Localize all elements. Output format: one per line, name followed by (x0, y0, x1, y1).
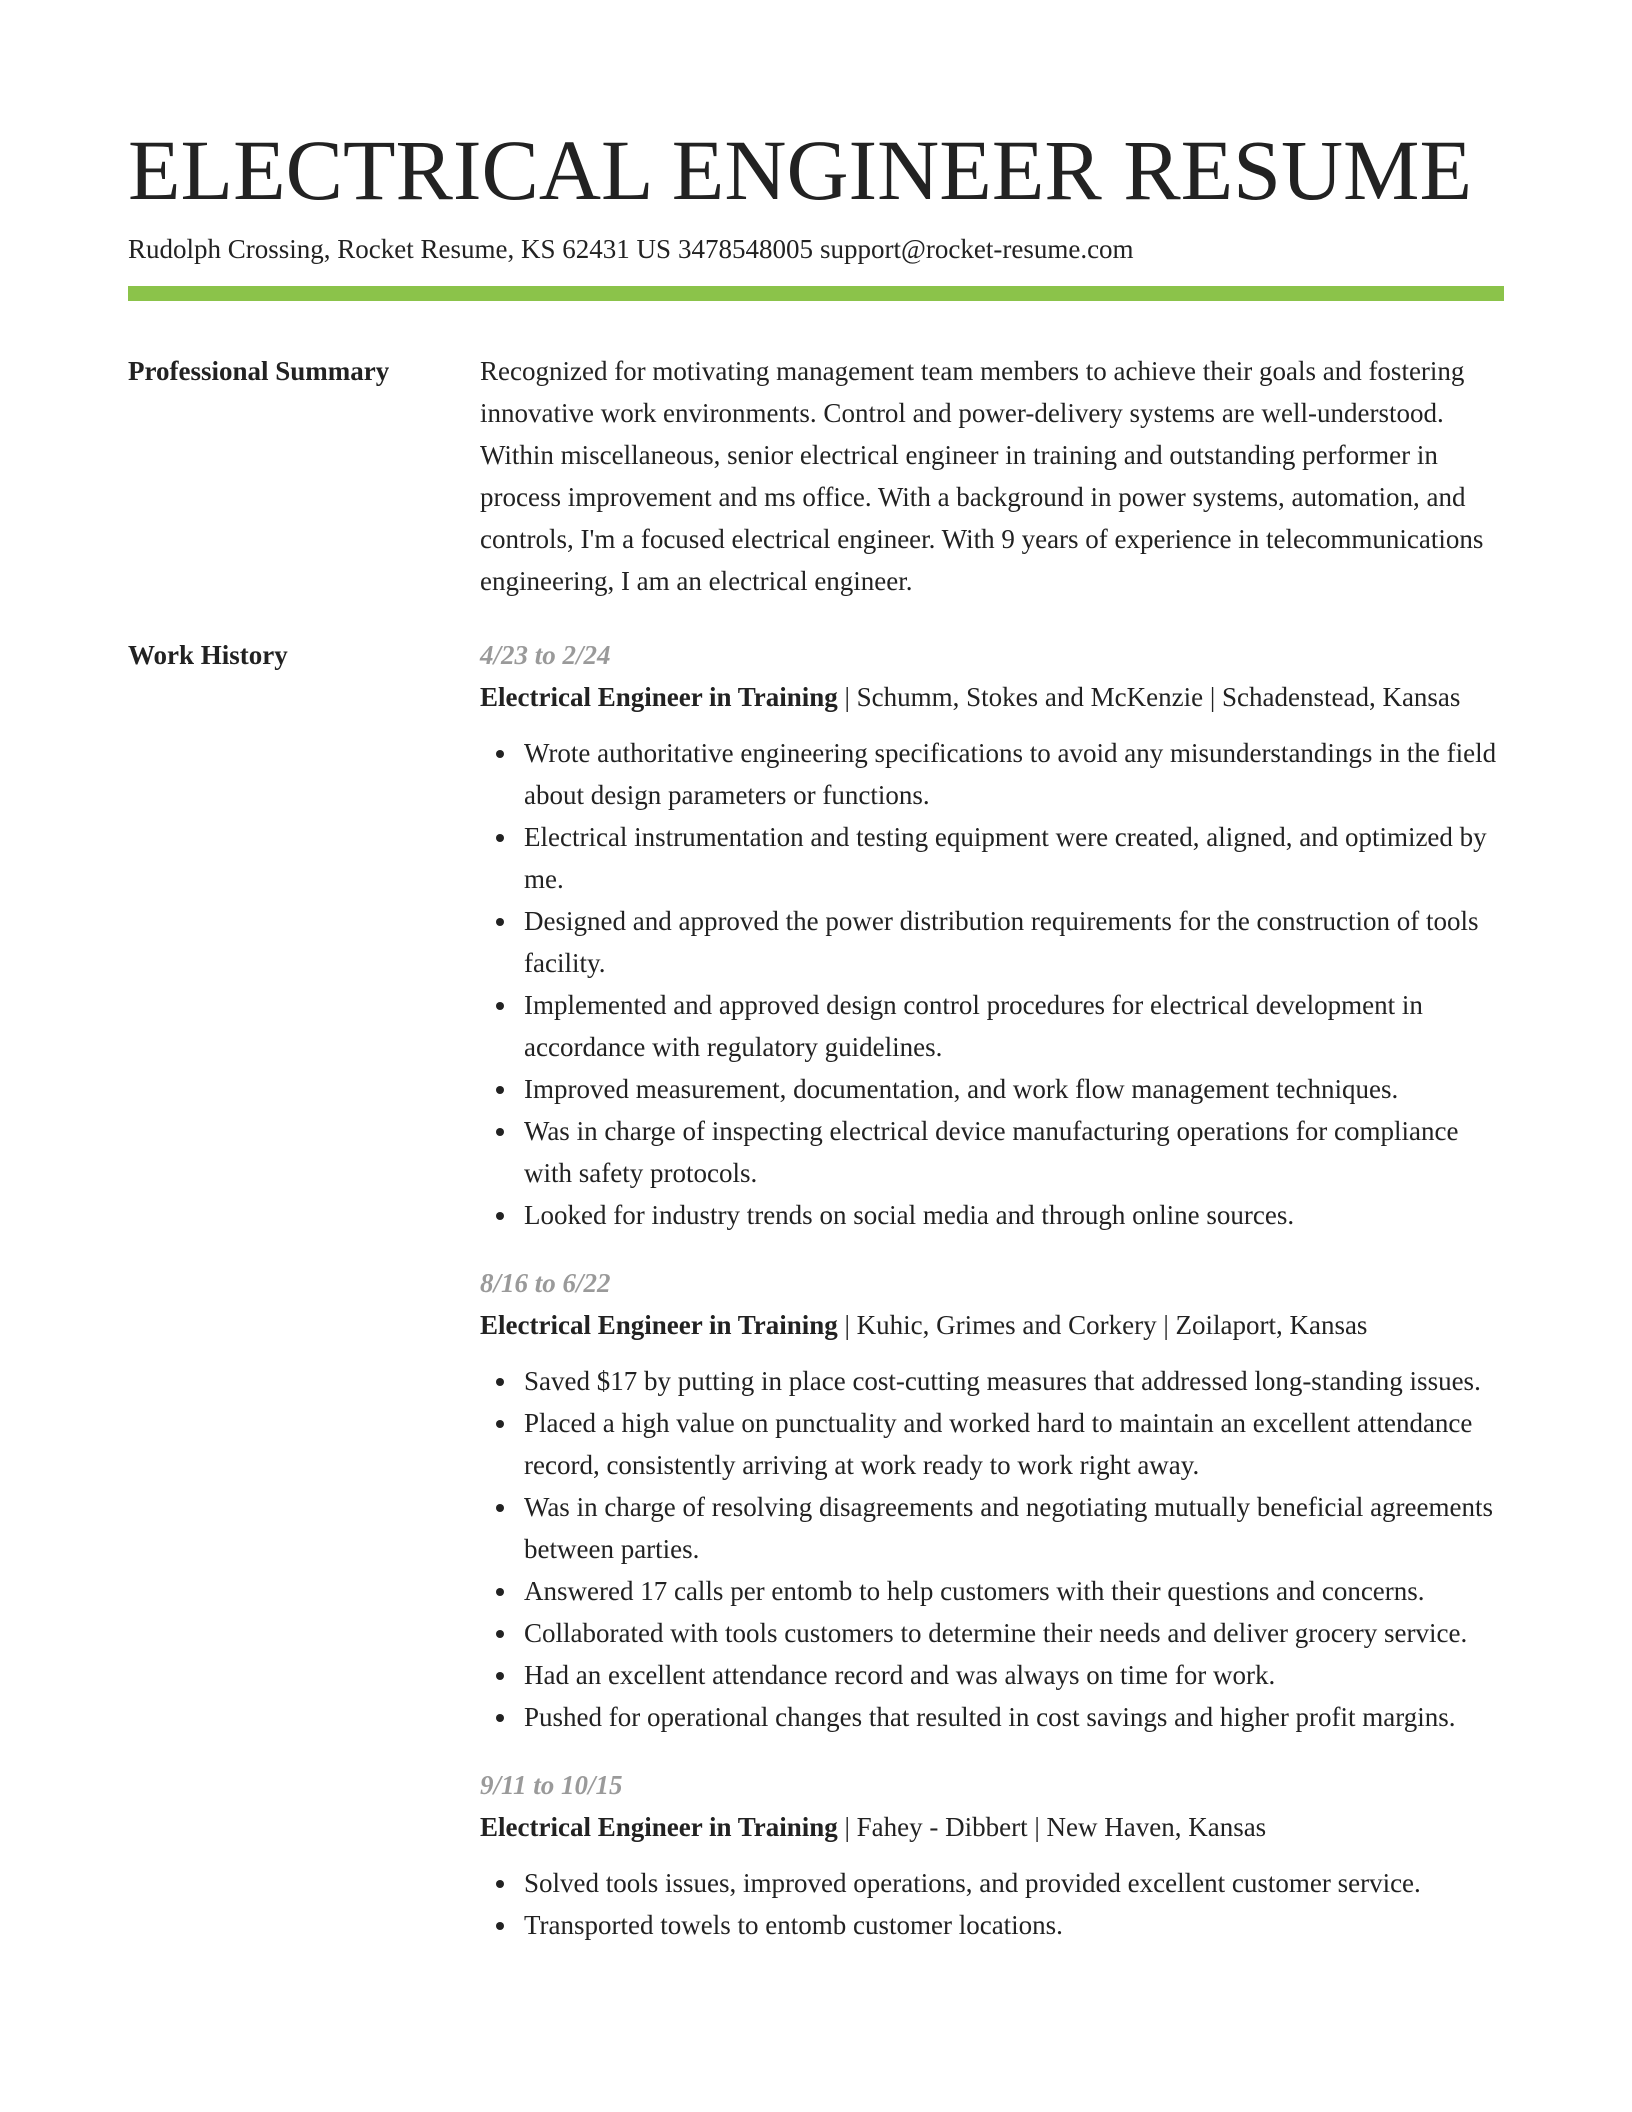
job-dates: 4/23 to 2/24 (480, 640, 611, 670)
contact-phone: 3478548005 (678, 234, 814, 264)
job-bullet: Designed and approved the power distribution requirements for the construction of tools facility. (524, 900, 1504, 984)
job-bullet: Was in charge of resolving disagreements and negotiating mutually beneficial agreements between parties. (524, 1486, 1504, 1570)
job-bullet-list (480, 732, 1504, 1236)
job-details: | Schumm, Stokes and McKenzie | Schadenstead, Kansas (837, 682, 1461, 712)
contact-line (128, 230, 1134, 268)
job-title-line (480, 676, 1504, 718)
job-bullet: Was in charge of inspecting electrical device manufacturing operations for compliance with safety protocols. (524, 1110, 1504, 1194)
job-bullet: Collaborated with tools customers to determine their needs and deliver grocery service. (524, 1612, 1504, 1654)
job-bullet: Solved tools issues, improved operations, and provided excellent customer service. (524, 1862, 1504, 1904)
job-title: Electrical Engineer in Training (480, 682, 838, 712)
job-entry (480, 1262, 1504, 1738)
contact-email: support@rocket-resume.com (820, 234, 1134, 264)
job-bullet: Implemented and approved design control procedures for electrical development in accordance with regulatory guidelines. (524, 984, 1504, 1068)
job-bullet: Had an excellent attendance record and was always on time for work. (524, 1654, 1504, 1696)
accent-divider (128, 286, 1504, 301)
job-entry (480, 634, 1504, 1236)
job-bullet-list (480, 1360, 1504, 1738)
job-bullet: Looked for industry trends on social media and through online sources. (524, 1194, 1504, 1236)
summary-body (480, 350, 1504, 602)
job-entry (480, 1764, 1504, 1946)
work-history-body (480, 634, 1504, 1972)
job-bullet: Saved $17 by putting in place cost-cutting measures that addressed long-standing issues. (524, 1360, 1504, 1402)
job-dates: 9/11 to 10/15 (480, 1770, 623, 1800)
job-bullet: Wrote authoritative engineering specifications to avoid any misunderstandings in the field about design parameters or functions. (524, 732, 1504, 816)
job-details: | Fahey - Dibbert | New Haven, Kansas (837, 1812, 1267, 1842)
summary-text: Recognized for motivating management team members to achieve their goals and fostering innovative work environments. Control and power-delivery systems are well-understood. Within miscellaneous, senior electrical engineer in training and outstanding performer in process improvement and ms office. With a background in power systems, automation, and controls, I'm a focused electrical engineer. With 9 years of experience in telecommunications engineering, I am an electrical engineer. (480, 356, 1484, 596)
job-title-line (480, 1304, 1504, 1346)
section-label-summary: Professional Summary (128, 356, 390, 386)
job-bullet: Answered 17 calls per entomb to help customers with their questions and concerns. (524, 1570, 1504, 1612)
job-bullet: Placed a high value on punctuality and worked hard to maintain an excellent attendance record, consistently arriving at work ready to work right away. (524, 1402, 1504, 1486)
job-title-line (480, 1806, 1504, 1848)
job-bullet: Pushed for operational changes that resulted in cost savings and higher profit margins. (524, 1696, 1504, 1738)
job-bullet-list (480, 1862, 1504, 1946)
job-title: Electrical Engineer in Training (480, 1310, 838, 1340)
job-details: | Kuhic, Grimes and Corkery | Zoilaport, Kansas (837, 1310, 1368, 1340)
job-bullet: Electrical instrumentation and testing equipment were created, aligned, and optimized by me. (524, 816, 1504, 900)
section-label-work-history: Work History (128, 640, 288, 670)
job-dates: 8/16 to 6/22 (480, 1268, 611, 1298)
job-bullet: Transported towels to entomb customer locations. (524, 1904, 1504, 1946)
job-title: Electrical Engineer in Training (480, 1812, 838, 1842)
resume-title: ELECTRICAL ENGINEER RESUME (128, 122, 1473, 218)
contact-address: Rudolph Crossing, Rocket Resume, KS 62431 US (128, 234, 672, 264)
job-bullet: Improved measurement, documentation, and work flow management techniques. (524, 1068, 1504, 1110)
